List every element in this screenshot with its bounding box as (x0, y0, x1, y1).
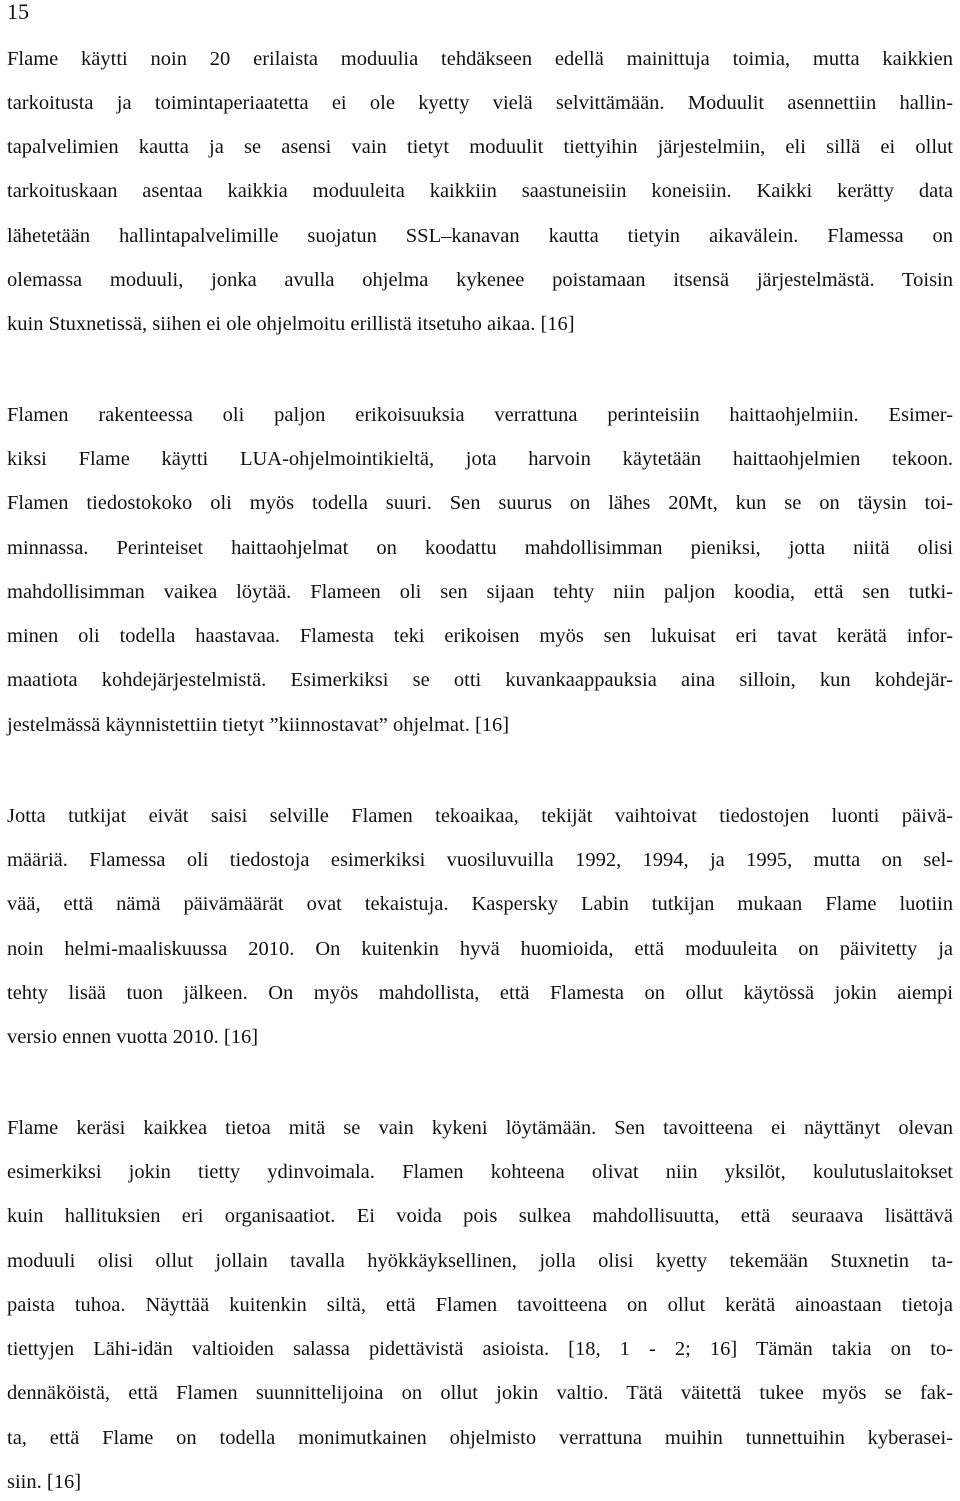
text-line: tapalvelimien kautta ja se asensi vain tietyt moduulit tiettyihin järjestelmiin, eli sillä ei ollut (7, 136, 953, 158)
text-line: tarkoituskaan asentaa kaikkia moduuleita kaikkiin saastuneisiin koneisiin. Kaikki kerätty data (7, 180, 953, 202)
text-line: vää, että nämä päivämäärät ovat tekaistuja. Kaspersky Labin tutkijan mukaan Flame luotiin (7, 893, 953, 915)
text-line: Flamen rakenteessa oli paljon erikoisuuksia verrattuna perinteisiin haittaohjelmiin. Esimer- (7, 404, 953, 426)
text-line: dennäköistä, että Flamen suunnittelijoina on ollut jokin valtio. Tätä väitettä tukee myös se fak- (7, 1382, 953, 1404)
page-number: 15 (7, 0, 29, 24)
text-line: lähetetään hallintapalvelimille suojatun SSL–kanavan kautta tietyin aikavälein. Flamessa on (7, 225, 953, 247)
text-line: tarkoitusta ja toimintaperiaatetta ei ole kyetty vielä selvittämään. Moduulit asennettiin hallin- (7, 92, 953, 114)
text-line: Flame käytti noin 20 erilaista moduulia tehdäkseen edellä mainittuja toimia, mutta kaikkien (7, 48, 953, 70)
text-line: kuin Stuxnetissä, siihen ei ole ohjelmoitu erillistä itsetuho aikaa. [16] (7, 313, 575, 335)
text-line: noin helmi-maaliskuussa 2010. On kuitenkin hyvä huomioida, että moduuleita on päivitetty ja (7, 938, 953, 960)
text-line: minnassa. Perinteiset haittaohjelmat on koodattu mahdollisimman pieniksi, jotta niitä olisi (7, 537, 953, 559)
text-line: olemassa moduuli, jonka avulla ohjelma kykenee poistamaan itsensä järjestelmästä. Toisin (7, 269, 953, 291)
text-line: mahdollisimman vaikea löytää. Flameen oli sen sijaan tehty niin paljon koodia, että sen tutki- (7, 581, 953, 603)
text-line: paista tuhoa. Näyttää kuitenkin siltä, että Flamen tavoitteena on ollut kerätä ainoastaan tietoja (7, 1294, 953, 1316)
text-line: siin. [16] (7, 1471, 82, 1493)
text-line: ta, että Flame on todella monimutkainen ohjelmisto verrattuna muihin tunnettuihin kyberasei- (7, 1427, 953, 1449)
text-line: jestelmässä käynnistettiin tietyt ”kiinnostavat” ohjelmat. [16] (7, 714, 510, 736)
text-line: minen oli todella haastavaa. Flamesta teki erikoisen myös sen lukuisat eri tavat kerätä infor- (7, 625, 953, 647)
text-line: esimerkiksi jokin tietty ydinvoimala. Flamen kohteena olivat niin yksilöt, koulutuslaitokset (7, 1161, 953, 1183)
text-line: versio ennen vuotta 2010. [16] (7, 1026, 259, 1048)
text-line: määriä. Flamessa oli tiedostoja esimerkiksi vuosiluvuilla 1992, 1994, ja 1995, mutta on sel- (7, 849, 953, 871)
text-line: Flamen tiedostokoko oli myös todella suuri. Sen suurus on lähes 20Mt, kun se on täysin toi- (7, 492, 953, 514)
text-line: kuin hallituksien eri organisaatiot. Ei voida pois sulkea mahdollisuutta, että seuraava lisättävä (7, 1205, 953, 1227)
text-line: Flame keräsi kaikkea tietoa mitä se vain kykeni löytämään. Sen tavoitteena ei näyttänyt olevan (7, 1117, 953, 1139)
text-line: tehty lisää tuon jälkeen. On myös mahdollista, että Flamesta on ollut käytössä jokin aiempi (7, 982, 953, 1004)
text-line: maatiota kohdejärjestelmistä. Esimerkiksi se otti kuvankaappauksia aina silloin, kun kohdejär- (7, 669, 953, 691)
text-line: moduuli olisi ollut jollain tavalla hyökkäyksellinen, jolla olisi kyetty tekemään Stuxnetin ta- (7, 1250, 953, 1272)
text-line: Jotta tutkijat eivät saisi selville Flamen tekoaikaa, tekijät vaihtoivat tiedostojen luonti päivä- (7, 805, 953, 827)
text-line: kiksi Flame käytti LUA-ohjelmointikieltä, jota harvoin käytetään haittaohjelmien tekoon. (7, 448, 953, 470)
text-line: tiettyjen Lähi-idän valtioiden salassa pidettävistä asioista. [18, 1 - 2; 16] Tämän takia on to- (7, 1338, 953, 1360)
